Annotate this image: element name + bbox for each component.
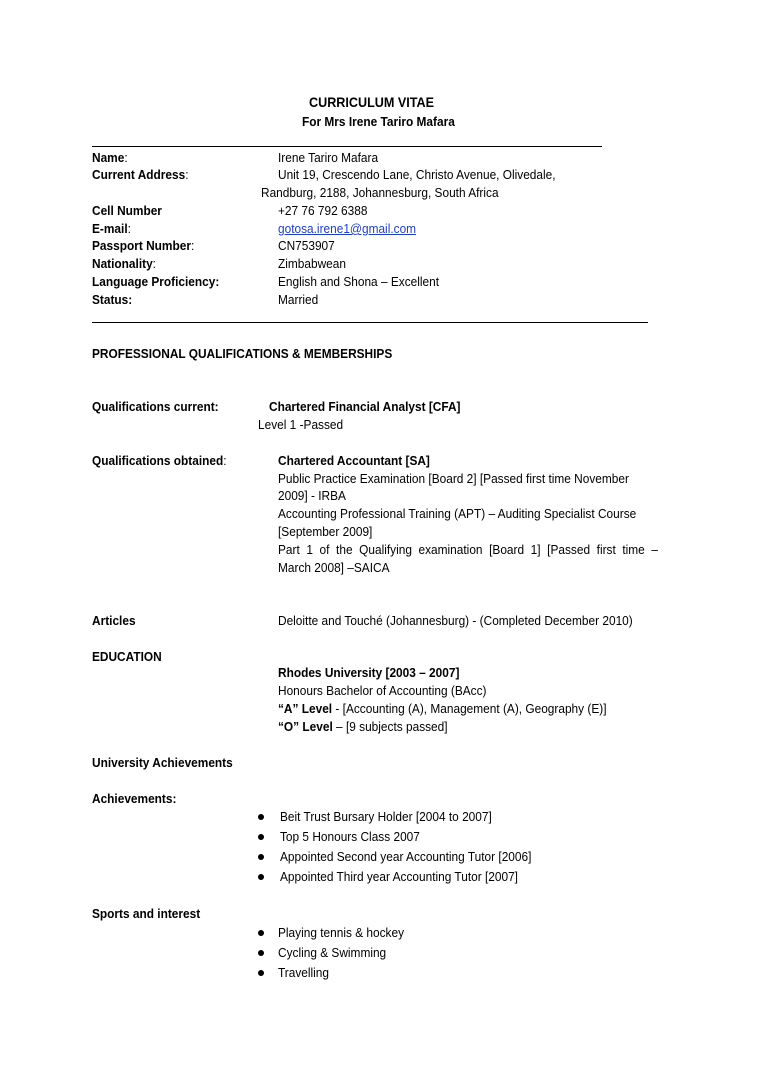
bullet-icon	[258, 834, 264, 840]
name-label: Name:	[92, 150, 128, 165]
language-value: English and Shona – Excellent	[278, 274, 440, 289]
address-label: Current Address:	[92, 167, 189, 182]
achievement-item: Appointed Third year Accounting Tutor [2007]	[280, 869, 518, 884]
sport-item: Cycling & Swimming	[278, 945, 387, 960]
passport-value: CN753907	[278, 238, 335, 253]
qualification-line: Part 1 of the Qualifying examination [Board 1] [Passed first time –	[278, 542, 658, 557]
bullet-icon	[258, 854, 264, 860]
qualifications-obtained-label: Qualifications obtained:	[92, 453, 227, 468]
email-label: E-mail:	[92, 221, 131, 236]
bullet-icon	[258, 874, 264, 880]
qualification-line: March 2008] –SAICA	[278, 560, 390, 575]
education-o-level: “O” Level – [9 subjects passed]	[278, 719, 448, 734]
status-label: Status:	[92, 292, 133, 307]
address-line-2: Randburg, 2188, Johannesburg, South Africa	[261, 185, 499, 200]
qualifications-obtained-title: Chartered Accountant [SA]	[278, 453, 430, 468]
achievements-label: Achievements:	[92, 791, 177, 806]
bullet-icon	[258, 950, 264, 956]
articles-label: Articles	[92, 613, 136, 628]
sport-item: Travelling	[278, 965, 330, 980]
cell-value: +27 76 792 6388	[278, 203, 368, 218]
qualifications-current-label: Qualifications current:	[92, 399, 219, 414]
qualification-line: Accounting Professional Training (APT) – Auditing Specialist Course	[278, 506, 637, 521]
page-title: CURRICULUM VITAE	[309, 94, 435, 110]
status-value: Married	[278, 292, 319, 307]
education-university: Rhodes University [2003 – 2007]	[278, 665, 460, 680]
language-label: Language Proficiency:	[92, 274, 220, 289]
address-line-1: Unit 19, Crescendo Lane, Christo Avenue, Olivedale,	[278, 167, 556, 182]
cell-label: Cell Number	[92, 203, 162, 218]
nationality-label: Nationality:	[92, 256, 156, 271]
qualifications-current-detail: Level 1 -Passed	[258, 417, 344, 432]
nationality-value: Zimbabwean	[278, 256, 346, 271]
section-heading-university-achievements: University Achievements	[92, 755, 233, 770]
achievement-item: Appointed Second year Accounting Tutor [2006]	[280, 849, 532, 864]
section-heading-education: EDUCATION	[92, 649, 162, 664]
passport-label: Passport Number:	[92, 238, 195, 253]
qualification-line: Public Practice Examination [Board 2] [Passed first time November	[278, 471, 629, 486]
name-value: Irene Tariro Mafara	[278, 150, 379, 165]
sports-label: Sports and interest	[92, 906, 201, 921]
achievement-item: Top 5 Honours Class 2007	[280, 829, 420, 844]
email-link[interactable]: gotosa.irene1@gmail.com	[278, 221, 417, 236]
achievement-item: Beit Trust Bursary Holder [2004 to 2007]	[280, 809, 492, 824]
qualification-line: 2009] - IRBA	[278, 488, 346, 503]
divider	[92, 322, 648, 323]
page-subtitle: For Mrs Irene Tariro Mafara	[302, 114, 455, 129]
education-degree: Honours Bachelor of Accounting (BAcc)	[278, 683, 487, 698]
bullet-icon	[258, 970, 264, 976]
section-heading-qualifications: PROFESSIONAL QUALIFICATIONS & MEMBERSHIPS	[92, 346, 393, 361]
bullet-icon	[258, 814, 264, 820]
qualification-line: [September 2009]	[278, 524, 373, 539]
sport-item: Playing tennis & hockey	[278, 925, 405, 940]
qualifications-current-title: Chartered Financial Analyst [CFA]	[269, 399, 461, 414]
education-a-level: “A” Level - [Accounting (A), Management (A), Geography (E)]	[278, 701, 607, 716]
articles-value: Deloitte and Touché (Johannesburg) - (Completed December 2010)	[278, 613, 633, 628]
divider	[92, 146, 602, 147]
bullet-icon	[258, 930, 264, 936]
